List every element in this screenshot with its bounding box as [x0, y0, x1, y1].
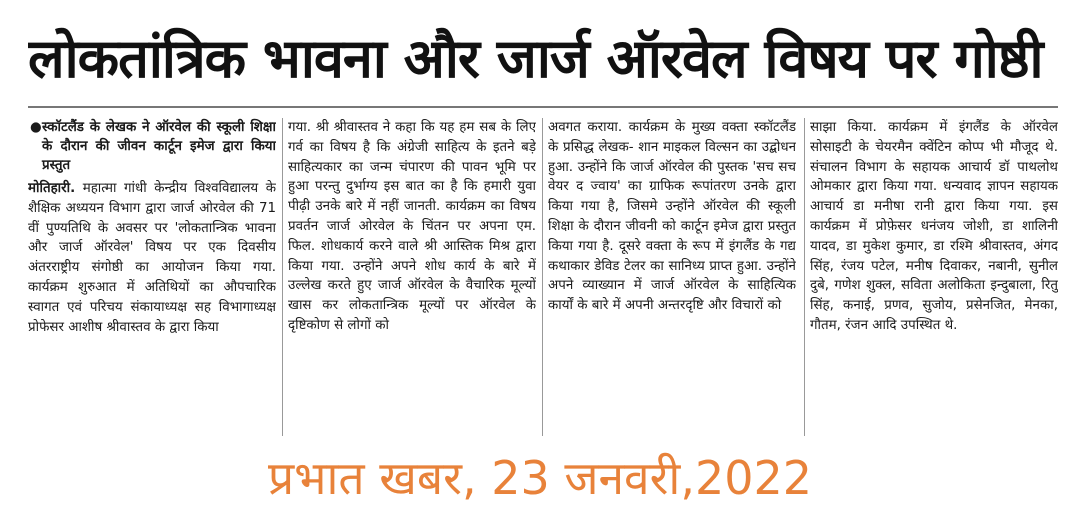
article-headline: लोकतांत्रिक भावना और जार्ज ऑरवेल विषय पर गोष्ठी — [28, 27, 1043, 90]
article-column-2 — [288, 118, 536, 436]
column-text — [28, 179, 276, 337]
column-2-body: गया. श्री श्रीवास्तव ने कहा कि यह हम सब के लिए गर्व का विषय है कि अंग्रेजी साहित्य के इतने बड़े साहित्यकार का जन्म चंपारण की पावन भूमि पर हुआ परन्तु दुर्भाग्य इस बात का है कि हमारी युवा पीढ़ी उनके बारे में नहीं जानती. कार्यक्रम का विषय प्रवर्तन जार्ज ओरवेल के चिंतन पर अपना एम. फिल. शोधकार्य करने वाले श्री आस्तिक मिश्र द्वारा किया गया. उन्होंने अपने शोध कार्य के बारे में उल्लेख करते हुए जार्ज ऑरवेल के वैचारिक मूल्यों खास कर लोकतान्त्रिक मूल्यों पर ऑरवेल के दृष्टिकोण से लोगों को — [288, 120, 536, 333]
article-body — [28, 118, 1058, 436]
article-column-4 — [810, 118, 1058, 436]
source-caption: प्रभात खबर, 23 जनवरी,2022 — [267, 451, 813, 505]
bullet-icon: ● — [30, 120, 42, 135]
headline-divider — [28, 106, 1058, 108]
column-3-body: अवगत कराया. कार्यक्रम के मुख्य वक्ता स्कॉटलैंड के प्रसिद्ध लेखक- शान माइकल विल्सन का उद्बोधन हुआ. उन्होंने कि जार्ज ऑरवेल की पुस्तक 'सच सच वेयर द ज्वाय' का ग्राफिक रूपांतरण उनके द्वारा किया गया है, जिसमे उन्होंने ऑरवेल की स्कूली शिक्षा के दौरान जीवनी को कार्टून इमेज द्वारा प्रस्तुत किया गया है. दूसरे वक्ता के रूप में इंगलैंड के गद्य कथाकार डेविड टेलर का सानिध्य प्राप्त हुआ. उन्होंने अपने व्याख्यान में जार्ज ऑरवेल के साहित्यिक कार्यों के बारे में अपनी अन्तरदृष्टि और विचारों को — [548, 120, 796, 314]
column-divider — [282, 118, 283, 436]
article-column-1 — [28, 118, 276, 436]
column-divider — [804, 118, 805, 436]
intro-highlight — [28, 118, 276, 175]
column-divider — [542, 118, 543, 436]
dateline: मोतिहारी. — [28, 181, 76, 196]
column-1-body: महात्मा गांधी केन्द्रीय विश्वविद्यालय के शैक्षिक अध्ययन विभाग द्वारा जार्ज ओरवेल की 71 वीं पुण्यतिथि के अवसर पर 'लोकतान्त्रिक भावना और जार्ज ऑरवेल' विषय पर एक दिवसीय अंतरराष्ट्रीय संगोष्ठी का आयोजन किया गया. कार्यक्रम शुरुआत में अतिथियों का औपचारिक स्वागत एवं परिचय संकायाध्यक्ष सह विभागाध्यक्ष प्रोफेसर आशीष श्रीवास्तव के द्वारा किया — [28, 181, 276, 335]
article-column-3 — [548, 118, 796, 436]
intro-text: स्कॉटलैंड के लेखक ने ऑरवेल की स्कूली शिक्षा के दौरान की जीवन कार्टून इमेज द्वारा किया प्रस्तुत — [42, 120, 276, 173]
column-4-body: साझा किया. कार्यक्रम में इंगलैंड के ऑरवेल सोसाइटी के चेयरमैन क्वेंटिन कोप्प भी मौजूद थे. संचालन विभाग के सहायक आचार्य डॉ पाथलोथ ओमकार द्वारा किया गया. धन्यवाद ज्ञापन सहायक आचार्य डा मनीषा रानी द्वारा किया गया. इस कार्यक्रम में प्रोफ़ेसर धनंजय जोशी, डा शालिनी यादव, डा मुकेश कुमार, डा रश्मि श्रीवास्तव, अंगद सिंह, रंजय पटेल, मनीष दिवाकर, नबानी, सुनील दुबे, गणेश शुक्ल, सविता अलोकिता इन्दुबाला, रितु सिंह, कनाई, प्रणव, सुजोय, प्रसेनजित, मेनका, गौतम, रंजन आदि उपस्थित थे. — [810, 120, 1058, 333]
